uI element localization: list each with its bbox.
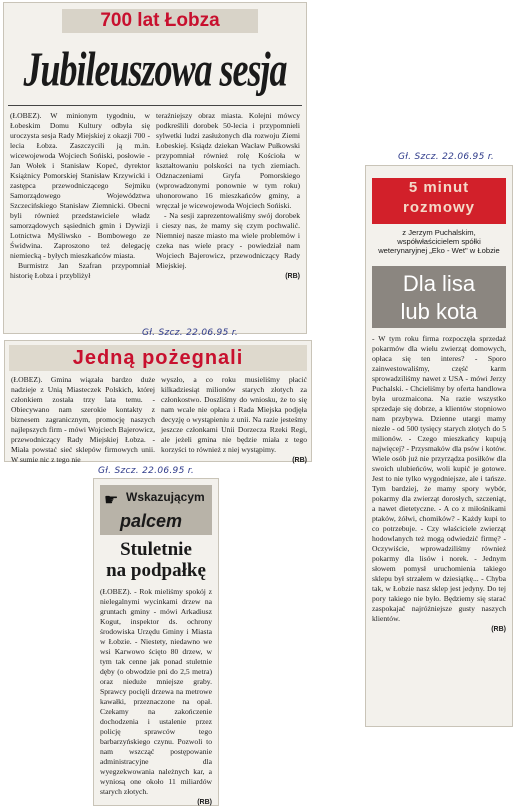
article-body [100,587,212,806]
signature: (RB) [292,457,307,464]
paragraph: wyszło, a co roku musieliśmy płacić kilkadziesiąt milionów starych złotych za członkostwo. Doszliśmy do wniosku, że to się nam wcale nie opłaca i Rada Miejska podjęła decyzję o wystąpieniu z unii. Na razie jesteśmy jeszcze członkami Unii Dorzecza Rzeki Regi, ale jeżeli gmina nie będzie miała z tego korzyści to również z niej wystąpimy. [161,375,307,454]
paragraph: - Na sesji zaprezentowaliśmy swój dorobek i cieszy nas, że mamy się czym pochwalić. Niemniej nasze miasto ma wiele problemów i czeka nas wiele pracy - powiedział nam Wojciech Bajerowicz, przewodniczący Rady Miejskiej. [156,211,300,270]
headline [98,539,214,581]
pointing-hand-icon: ☛ [104,492,119,509]
clipping-stuletnie-na-podpalke [94,479,218,805]
headline-line-1: Dla lisa [402,271,476,296]
paragraph: (ŁOBEZ). W minionym tygodniu, w Łobeskim Domu Kultury odbyła się uroczysta sesja Rady Miejskiej z okazji 700 - lecia Łobza. Zaszczycili ją m.in. wicewojewoda Wojciech Sońiski, posłowie - Jan Wołek i Stanisław Kopeć, dyrektor Książnicy Pomorskiej Stanisław Krzywicki i zastępca przewodniczącego Sejmiku Samorządowego Województwa Szczecińskiego Stanisław Ziemnicki. Obecni byli również przedstawiciele władz samorządowych sąsiednich gmin i Dywizji Lotnictwa Myśliwsko - Bombowego ze Świdwina. Zaproszono też delegację niemiecką - byłych mieszkańców miasta. [10,111,150,260]
handwritten-date-clip4: Gł. Szcz. 22.06.95 r. [398,152,495,162]
headline-line-2: lub kota [400,299,478,324]
headline: Jubileuszowa sesja [23,42,287,97]
article-column-2 [161,375,307,464]
handwritten-date-clip2: Gł. Szcz. 22.06.95 r. [142,328,239,338]
clipping-jedna-pozegnali [5,341,311,464]
kicker-line-2: palcem [120,511,183,531]
article-body [372,334,506,722]
kicker-line-1: 5 minut [408,179,470,196]
paragraph: - W tym roku firma rozpoczęła sprzedaż pokarmów dla wielu zwierząt domowych, opłaca się ten interes? - Sporo zainwestowaliśmy, część karm sprowadziliśmy nawet z USA - mówi Jerzy Puchalski. - Chcieliśmy by oferta handlowa była urozmaicona. Na razie wszystko sprzedaje się dobrze, a klientów stopniowo nam przybywa. Dzienne utargi mamy niezłe - od 500 tysięcy starych złotych do 5 milionów. - Czego mieszkańcy kupują najwięcej? - Przysmaków dla psów i kotów. Wiele osób już nie przyrządza posiłków dla swoich ulubieńców, woli kupić je gotowe. Jest to nie tylko wygodniejsze, ale i tańsze. Tym bardziej, że mamy spory wybór, pokarmy dla zwierząt dorosłych, szczeniąt, a nawet dietetyczne. - A co z miłośnikami ptaków, żółwi, chomików? - Każdy kupi to co potrzebuje. - Czy właściciele zwierząt hodowlanych też mogą odwiedzić firmę? - Oczywiście, wprowadziliśmy również pokarmy dla lisów i norek. - Jednym słowem pomysł uruchomienia takiego sklepu był strzałem w dziesiątkę... - Chyba tak, w Łobzie nasz sklep jest jedyny. Do tej pory takiego nie było. Będziemy się starać zaspokajać najróżniejsze gusty naszych klientów. [372,334,506,623]
kicker-line-1: Wskazującym [126,490,205,504]
article-column-1 [11,375,155,464]
headline-line-1: Stuletnie [120,539,192,560]
clipping-dla-lisa-lub-kota [366,166,512,726]
column-kicker-box [100,485,212,535]
kicker-line-2: rozmowy [402,199,475,216]
divider [8,105,302,106]
article-column-2 [156,111,300,329]
paragraph: teraźniejszy obraz miasta. Kolejni mówcy podkreślili dorobek 50-lecia i przypomnieli sylwetki ludzi zasłużonych dla rozwoju Ziemi Łobeskiej. Ksiądz dziekan Wacław Pułkowski przypomniał również rolę Kościoła w kształtowaniu polskości na tych ziemiach. Odznaczeniami Gryfa Pomorskiego (wprowadzonymi ponownie w tym roku) uhonorowano 16 mieszkańców gminy, a wręczał je wicewojewoda Wojciech Sońiski. [156,111,300,210]
article-column-1 [10,111,150,329]
signature: (RB) [491,626,506,633]
headline [372,266,506,328]
clipping-jubileuszowa-sesja [4,3,306,333]
lead-text: z Jerzym Puchalskim, współwłaścicielem spółki weterynaryjnej „Eko - Wet" w Łobzie [378,228,500,255]
kicker-box [62,9,258,33]
headline-line-2: na podpałkę [106,560,206,581]
paragraph: (ŁOBEZ). - Rok mieliśmy spokój z nielegalnymi wycinkami drzew na gruntach gminy - mówi Arkadiusz Kogut, inspektor ds. ochrony środowiska Urzędu Gminy i Miasta w Łobzie. - Niestety, niedawno we wsi Karwowo ścięto 80 drzew, w tym tak cenne jak ponad stuletnie dęby (o obwodzie pni do 2,5 metra) oraz nieduże mniejsze graby. Sprawcy pocięli drzewa na metrowe kawałki, przeznaczone na opał. Czekamy na zakończenie dochodzenia i ustalenie przez policję sprawców tego barbarzyńskiego czynu. Pozwoli to nam wszcząć postępowanie administracyjne dla wyegzekwowania należnych kar, a wyniosą one około 11 miliardów starych złotych. [100,587,212,796]
headline: Jedną pożegnali [9,345,307,371]
signature: (RB) [285,273,300,280]
paragraph: Burmistrz Jan Szafran przypomniał historię Łobza i przybliżył [10,261,150,280]
handwritten-date-clip3: Gł. Szcz. 22.06.95 r. [98,466,195,476]
paragraph: (ŁOBEZ). Gmina wiązała bardzo duże nadzieje z Unią Miasteczek Polskich, której członkiem została trzy lata temu. - Obiecywano nam szerokie kontakty z biznesem zagranicznym, promocję naszych najlepszych firm - mówi Wojciech Bajerowicz, przewodniczący Rady Miejskiej Łobza. - Miała powstać sieć sklepów firmowych unii. W sumie nic z tego nie [11,375,155,464]
signature: (RB) [197,799,212,806]
kicker-title: 700 lat Łobza [100,10,220,31]
kicker-box [372,178,506,224]
